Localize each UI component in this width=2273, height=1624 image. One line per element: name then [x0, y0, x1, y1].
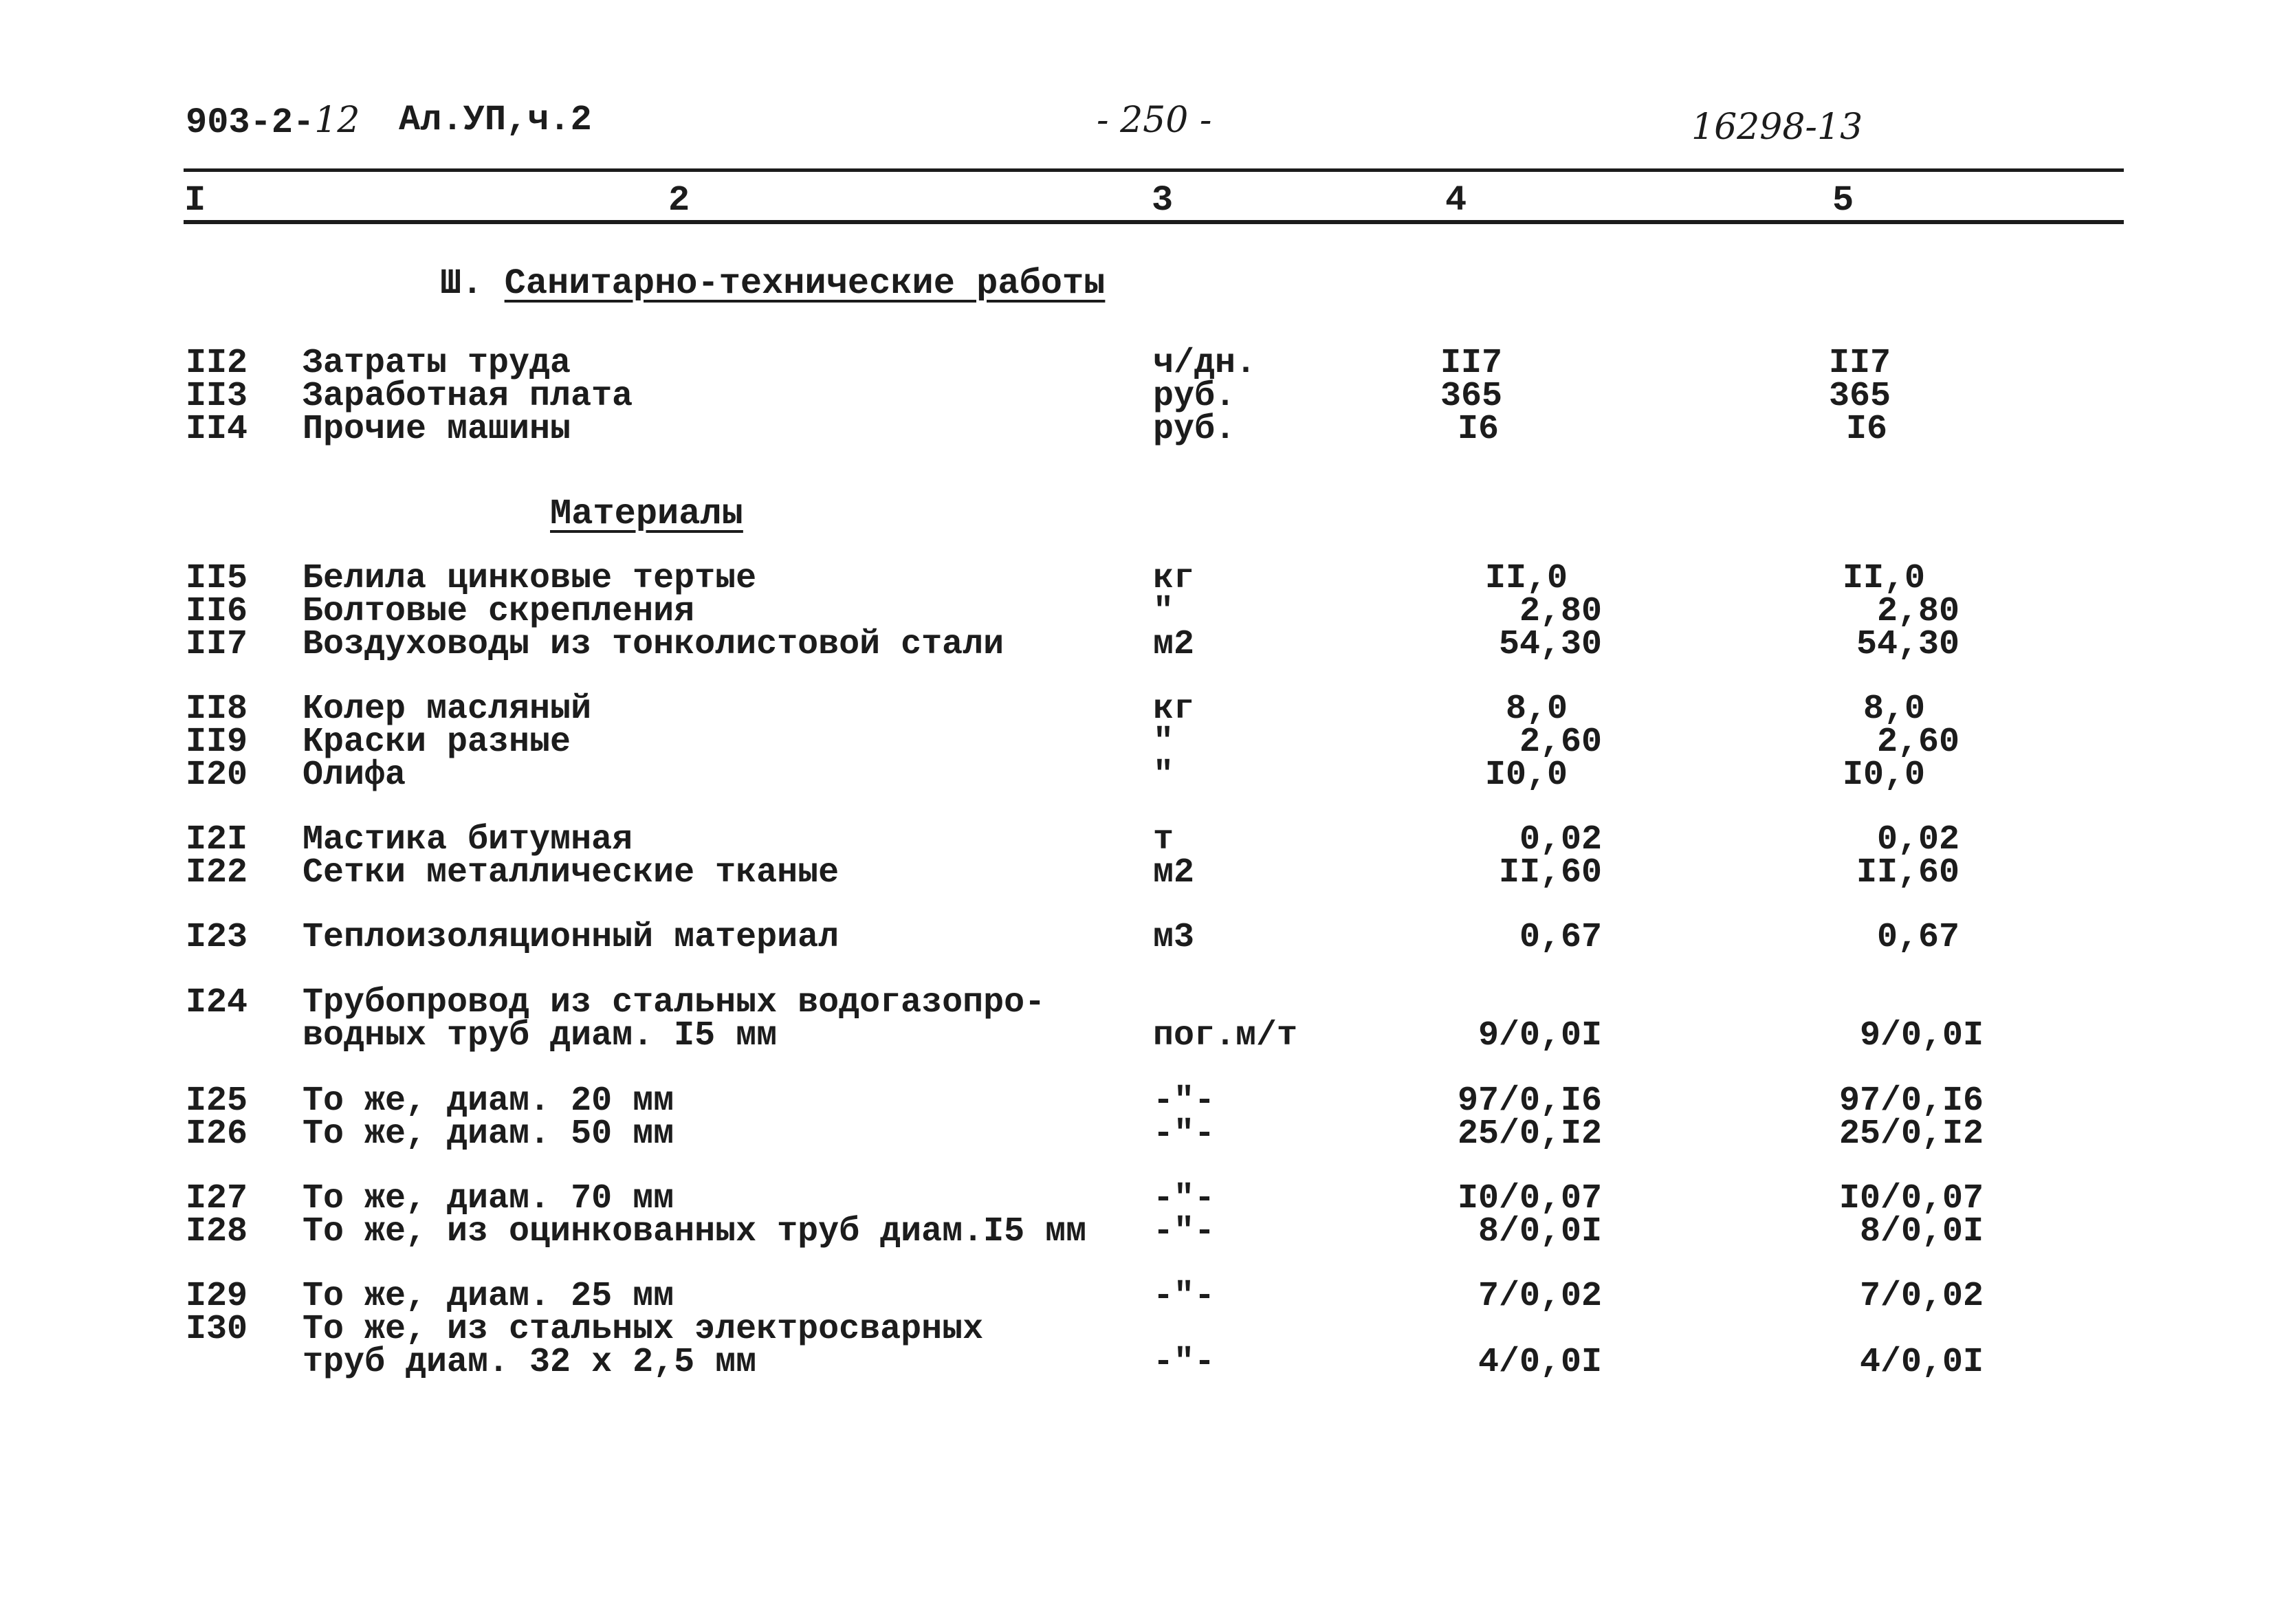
row-value-5: 97/0,I6	[1838, 1082, 1984, 1121]
row-name: То же, диам. 50 мм	[303, 1115, 674, 1154]
row-unit: т	[1153, 820, 1174, 859]
row-name: Колер масляный	[303, 690, 592, 729]
row-value-5: 8,0	[1863, 690, 1925, 729]
row-name: Олифа	[303, 756, 406, 795]
row-value-4: II,60	[1498, 853, 1602, 892]
inventory-number: 16298-13	[1691, 107, 1863, 148]
row-name: Трубопровод из стальных водогазопро-	[303, 983, 1046, 1022]
row-value-5: I0,0	[1842, 756, 1925, 795]
row-value-4: 365	[1440, 377, 1503, 416]
row-unit: -"-	[1153, 1212, 1216, 1251]
row-value-4: I0,0	[1484, 756, 1568, 795]
row-value-4: I6	[1458, 410, 1500, 449]
row-value-4: II,0	[1484, 559, 1568, 598]
column-1-header: I	[184, 180, 206, 221]
row-unit: м2	[1153, 853, 1195, 892]
row-name: Прочие машины	[303, 410, 571, 449]
row-name: Заработная плата	[303, 377, 633, 416]
row-value-5: 9/0,0I	[1859, 1016, 1984, 1055]
row-value-4: 2,80	[1519, 592, 1602, 631]
row-value-5: 365	[1829, 377, 1891, 416]
row-number: I2I	[186, 820, 248, 859]
row-name: Затраты труда	[303, 344, 571, 383]
materials-title: Материалы	[550, 494, 743, 534]
row-number: II8	[186, 690, 248, 729]
row-number: II4	[186, 410, 248, 449]
row-value-5: 2,60	[1876, 723, 1959, 762]
page-number: - 250 -	[1097, 100, 1212, 141]
row-unit: м2	[1153, 625, 1195, 664]
top-rule	[184, 168, 2124, 172]
row-value-4: 97/0,I6	[1457, 1082, 1602, 1121]
row-value-5: 0,67	[1876, 918, 1959, 957]
row-name: Сетки металлические тканые	[303, 853, 839, 892]
row-number: I28	[186, 1212, 248, 1251]
row-unit: -"-	[1153, 1179, 1216, 1218]
row-number: II5	[186, 559, 248, 598]
row-name: То же, диам. 70 мм	[303, 1179, 674, 1218]
document-code: 903-2-12	[186, 100, 360, 143]
row-value-4: I0/0,07	[1457, 1179, 1602, 1218]
row-name: Теплоизоляционный материал	[303, 918, 839, 957]
row-number: I23	[186, 918, 248, 957]
row-unit: "	[1153, 756, 1174, 795]
row-name: То же, диам. 25 мм	[303, 1277, 674, 1316]
row-value-5: I6	[1846, 410, 1888, 449]
row-number: I30	[186, 1310, 248, 1349]
row-unit: ч/дн.	[1153, 344, 1257, 383]
row-value-4: 8,0	[1505, 690, 1568, 729]
row-name: Белила цинковые тертые	[303, 559, 757, 598]
row-number: II2	[186, 344, 248, 383]
row-name: То же, из оцинкованных труб диам.I5 мм	[303, 1212, 1087, 1251]
row-value-4: 54,30	[1498, 625, 1602, 664]
row-value-5: 25/0,I2	[1838, 1115, 1984, 1154]
row-value-4: 9/0,0I	[1478, 1016, 1602, 1055]
row-number: I26	[186, 1115, 248, 1154]
document-code-handwritten: 12	[314, 100, 360, 141]
row-number: II7	[186, 625, 248, 664]
row-number: II9	[186, 723, 248, 762]
row-value-4: 2,60	[1519, 723, 1602, 762]
row-unit: руб.	[1153, 410, 1236, 449]
row-number: I27	[186, 1179, 248, 1218]
row-unit: "	[1153, 592, 1174, 631]
row-number: I29	[186, 1277, 248, 1316]
row-value-4: 0,02	[1519, 820, 1602, 859]
row-number: I25	[186, 1082, 248, 1121]
row-value-4: II7	[1440, 344, 1503, 383]
row-value-5: 8/0,0I	[1859, 1212, 1984, 1251]
row-name: То же, из стальных электросварных	[303, 1310, 984, 1349]
row-number: I22	[186, 853, 248, 892]
row-unit: кг	[1153, 690, 1195, 729]
column-5-header: 5	[1832, 180, 1854, 221]
row-unit: -"-	[1153, 1115, 1216, 1154]
row-unit: пог.м/т	[1153, 1016, 1298, 1055]
row-unit: руб.	[1153, 377, 1236, 416]
row-value-5: II,60	[1856, 853, 1959, 892]
album-reference: Ал.УП,ч.2	[399, 100, 592, 140]
row-number: I20	[186, 756, 248, 795]
row-value-5: 54,30	[1856, 625, 1959, 664]
column-4-header: 4	[1445, 180, 1467, 221]
row-name: Болтовые скрепления	[303, 592, 695, 631]
row-value-4: 25/0,I2	[1457, 1115, 1602, 1154]
row-name-continued: труб диам. 32 х 2,5 мм	[303, 1343, 757, 1382]
row-name: Воздуховоды из тонколистовой стали	[303, 625, 1004, 664]
section-title: Ш. Санитарно-технические работы	[440, 263, 1106, 304]
row-name: Мастика битумная	[303, 820, 633, 859]
column-3-header: 3	[1152, 180, 1174, 221]
row-value-4: 0,67	[1519, 918, 1602, 957]
row-name: Краски разные	[303, 723, 571, 762]
row-unit: -"-	[1153, 1277, 1216, 1316]
row-value-4: 8/0,0I	[1478, 1212, 1602, 1251]
row-name-continued: водных труб диам. I5 мм	[303, 1016, 778, 1055]
row-number: II6	[186, 592, 248, 631]
row-number: I24	[186, 983, 248, 1022]
row-value-4: 4/0,0I	[1478, 1343, 1602, 1382]
row-value-5: II7	[1829, 344, 1891, 383]
row-value-5: 2,80	[1876, 592, 1959, 631]
row-value-5: II,0	[1842, 559, 1925, 598]
row-number: II3	[186, 377, 248, 416]
row-value-5: I0/0,07	[1838, 1179, 1984, 1218]
row-unit: "	[1153, 723, 1174, 762]
row-unit: -"-	[1153, 1082, 1216, 1121]
row-unit: кг	[1153, 559, 1195, 598]
row-value-4: 7/0,02	[1478, 1277, 1602, 1316]
row-name: То же, диам. 20 мм	[303, 1082, 674, 1121]
column-2-header: 2	[668, 180, 690, 221]
row-value-5: 0,02	[1876, 820, 1959, 859]
row-unit: -"-	[1153, 1343, 1216, 1382]
row-unit: м3	[1153, 918, 1195, 957]
row-value-5: 7/0,02	[1859, 1277, 1984, 1316]
row-value-5: 4/0,0I	[1859, 1343, 1984, 1382]
